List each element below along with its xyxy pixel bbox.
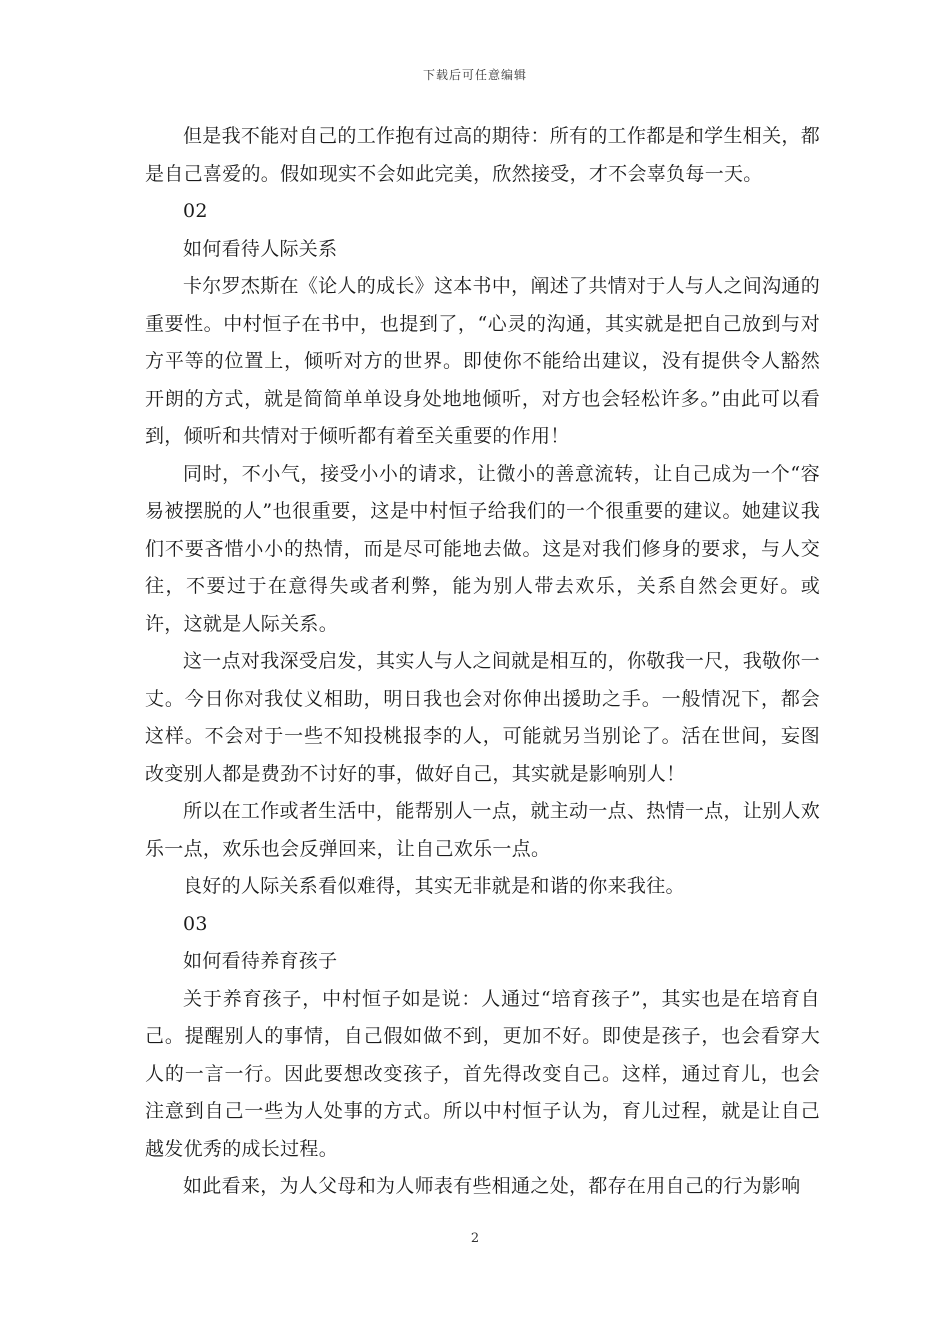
paragraph: 所以在工作或者生活中，能帮别人一点，就主动一点、热情一点，让别人欢乐一点，欢乐也会反弹回来，让自己欢乐一点。 (145, 800, 820, 860)
paragraph: 同时，不小气，接受小小的请求，让微小的善意流转，让自己成为一个“容易被摆脱的人”也很重要，这是中村恒子给我们的一个很重要的建议。她建议我们不要吝惜小小的热情，而是尽可能地去做。这是对我们修身的要求，与人交往，不要过于在意得失或者利弊，能为别人带去欢乐，关系自然会更好。或许，这就是人际关系。 (145, 462, 820, 635)
section-number: 02 (183, 200, 208, 222)
page-number: 2 (470, 1231, 480, 1246)
paragraph: 如此看来，为人父母和为人师表有些相通之处，都存在用自己的行为影响 (183, 1175, 801, 1197)
paragraph: 这一点对我深受启发，其实人与人之间就是相互的，你敬我一尺，我敬你一丈。今日你对我仗义相助，明日我也会对你伸出援助之手。一般情况下，都会这样。不会对于一些不知投桃报李的人，可能就另当别论了。活在世间，妄图改变别人都是费劲不讨好的事，做好自己，其实就是影响别人！ (145, 650, 820, 785)
page-header: 下载后可任意编辑 (422, 68, 527, 82)
paragraph: 卡尔罗杰斯在《论人的成长》这本书中，阐述了共情对于人与人之间沟通的重要性。中村恒子在书中，也提到了，“心灵的沟通，其实就是把自己放到与对方平等的位置上，倾听对方的世界。即使你不能给出建议，没有提供令人豁然开朗的方式，就是简简单单设身处地地倾听，对方也会轻松许多。”由此可以看到，倾听和共情对于倾听都有着至关重要的作用！ (145, 275, 820, 447)
section-number: 03 (183, 912, 208, 935)
paragraph: 良好的人际关系看似难得，其实无非就是和谐的你来我往。 (183, 875, 685, 897)
paragraph: 但是我不能对自己的工作抱有过高的期待：所有的工作都是和学生相关，都是自己喜爱的。假如现实不会如此完美，欣然接受，才不会辜负每一天。 (145, 125, 820, 185)
section-title: 如何看待人际关系 (183, 237, 338, 260)
document-body (145, 118, 820, 1206)
paragraph: 关于养育孩子，中村恒子如是说：人通过“培育孩子”，其实也是在培育自己。提醒别人的事情，自己假如做不到，更加不好。即使是孩子，也会看穿大人的一言一行。因此要想改变孩子，首先得改变自己。这样，通过育儿，也会注意到自己一些为人处事的方式。所以中村恒子认为，育儿过程，就是让自己越发优秀的成长过程。 (145, 987, 820, 1160)
section-title: 如何看待养育孩子 (183, 950, 338, 972)
